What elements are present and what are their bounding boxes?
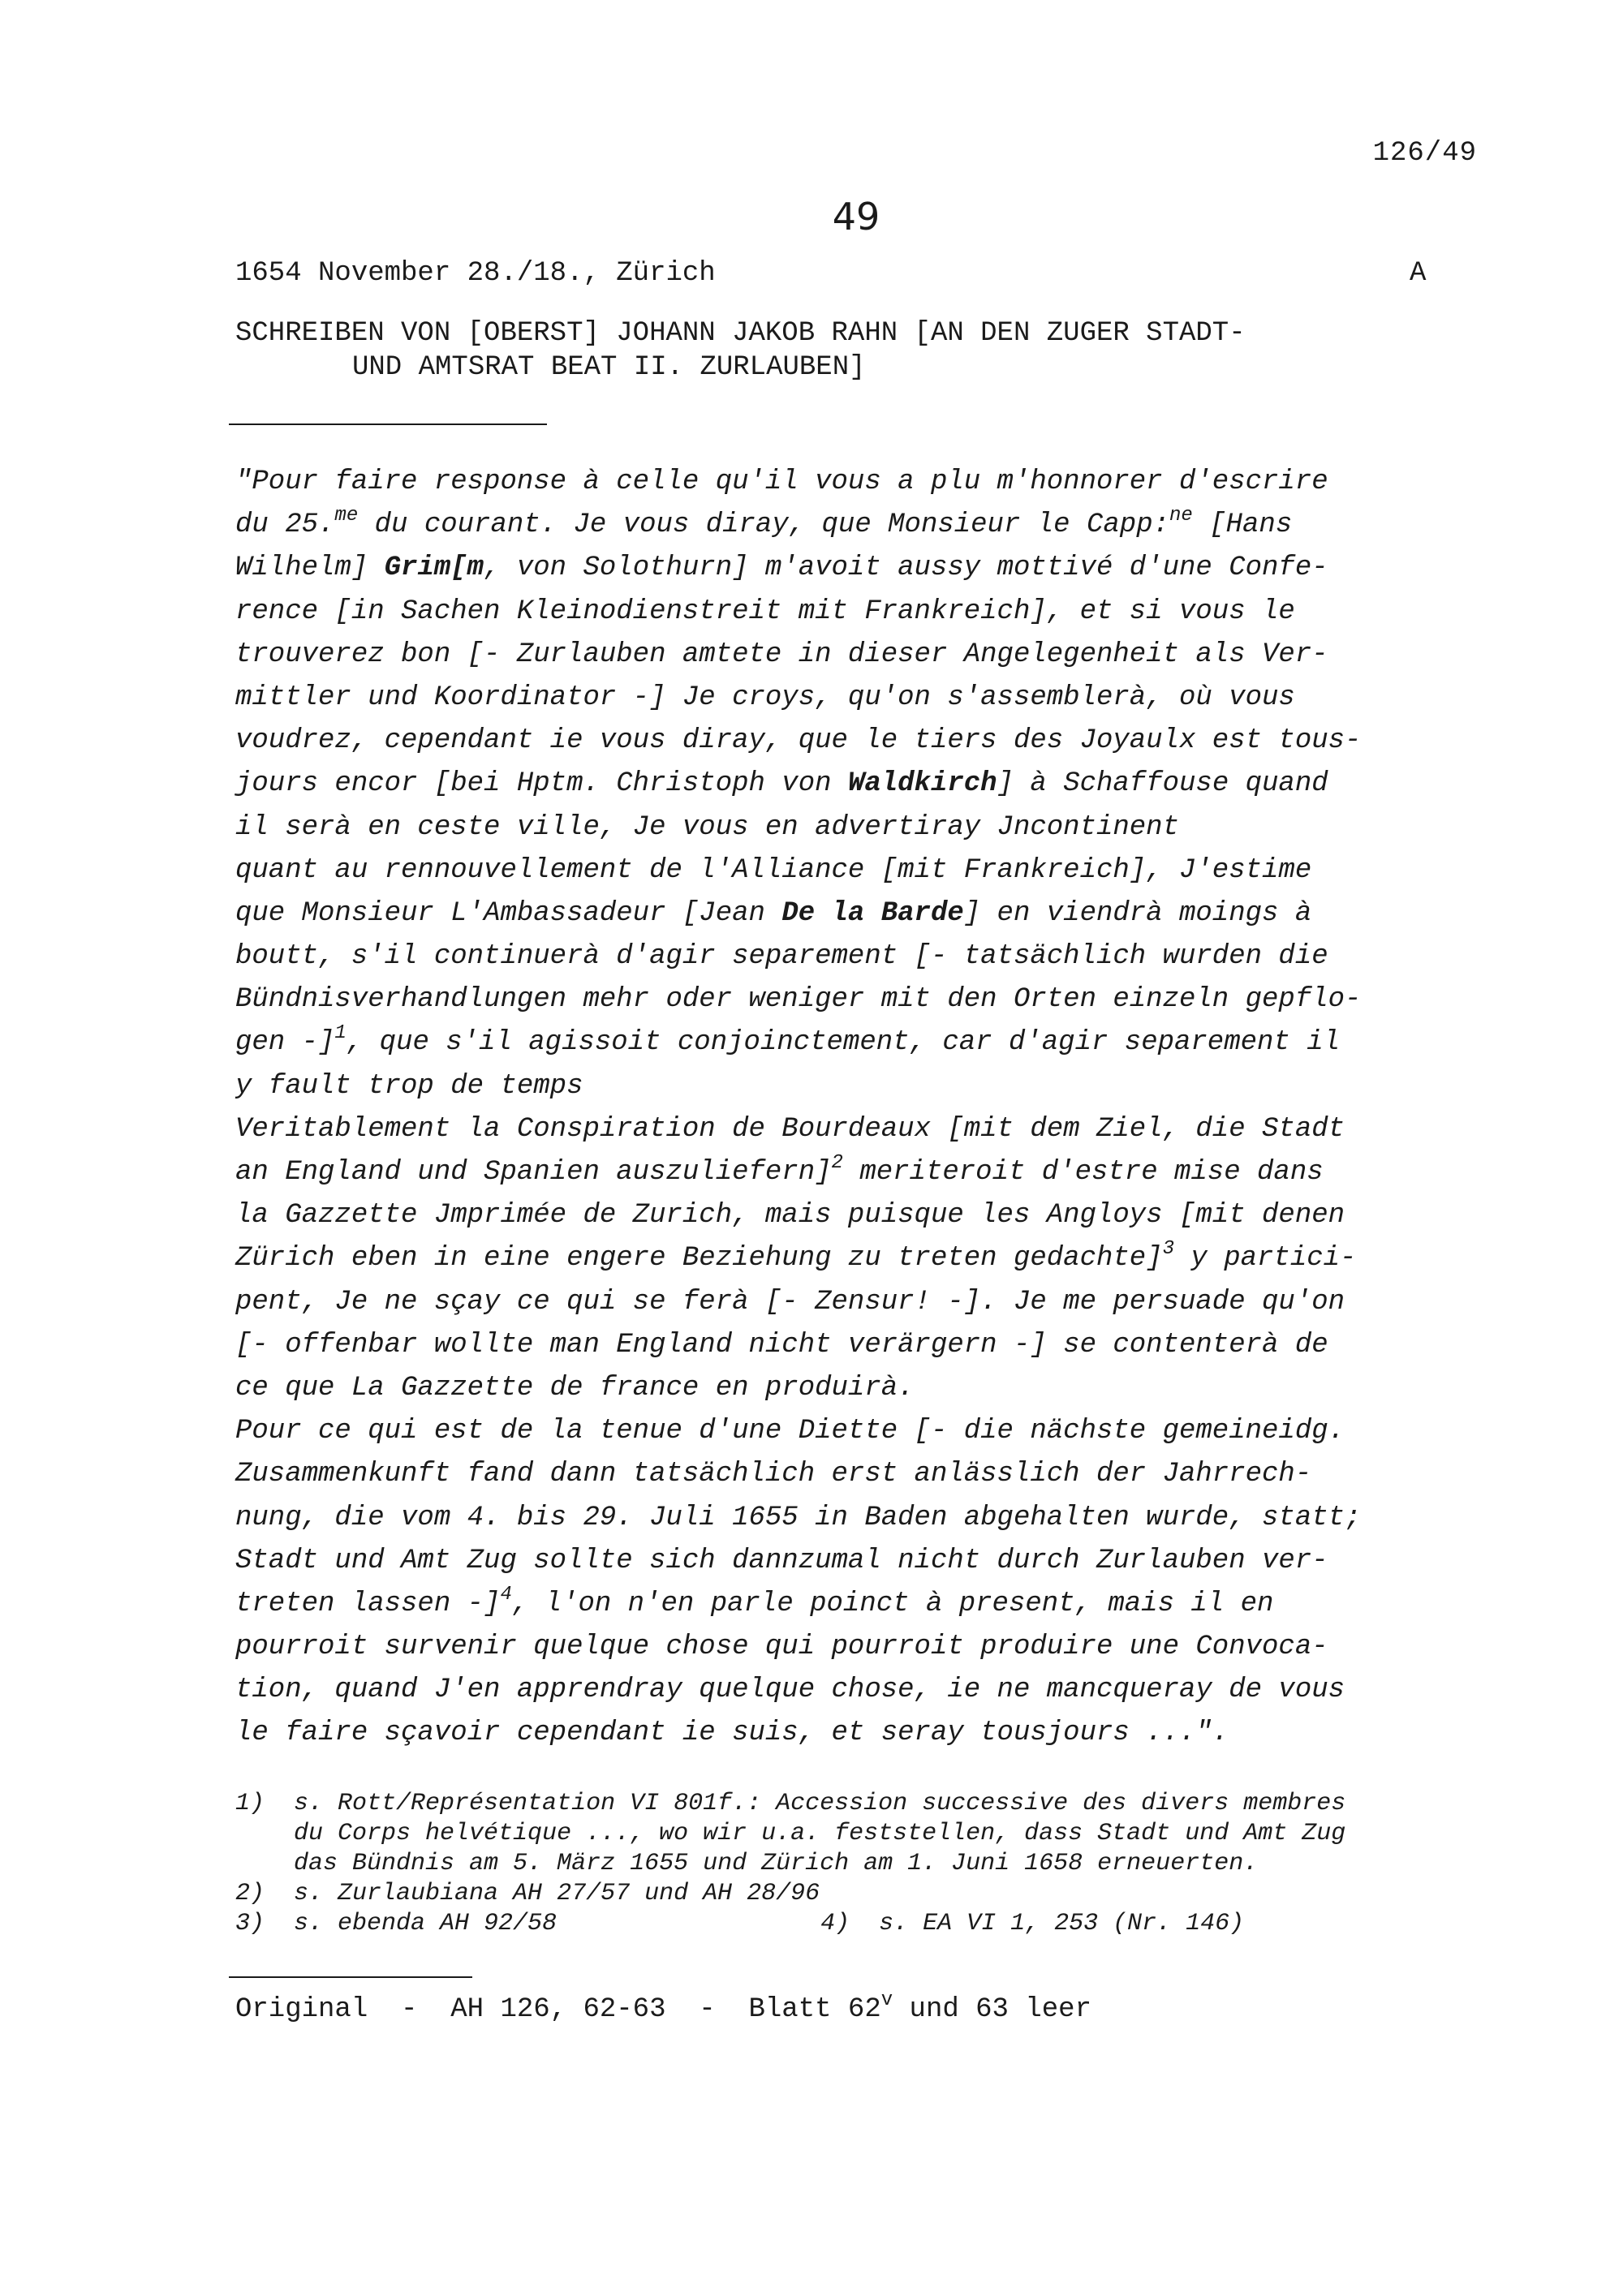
footnote-4: 4) s. EA VI 1, 253 (Nr. 146)	[820, 1910, 1245, 1937]
footnote-1-continued: du Corps helvétique ..., wo wir u.a. feststellen, dass Stadt und Amt Zug	[235, 1820, 1346, 1847]
footnote-2: 2) s. Zurlaubiana AH 27/57 und AH 28/96	[235, 1880, 820, 1907]
footnote-3-and-4	[235, 1909, 1345, 1939]
body-line: pourroit survenir quelque chose qui pourroit produire une Convoca-	[235, 1632, 1328, 1663]
body-line: Bündnisverhandlungen mehr oder weniger mit den Orten einzeln gepflo-	[235, 984, 1362, 1016]
body-line: la Gazzette Jmprimée de Zurich, mais puisque les Angloys [mit denen	[235, 1200, 1345, 1232]
body-line: il serà en ceste ville, Je vous en advertiray Jncontinent	[235, 811, 1179, 843]
footnote-ref-2: 2	[831, 1152, 843, 1174]
source-citation: Original - AH 126, 62-63 - Blatt 62$^v$ und 63 leer	[235, 1989, 1091, 2025]
body-line: Pour ce qui est de la tenue d'une Diette [- die nächste gemeineidg.	[235, 1416, 1345, 1447]
body-line: jours encor [bei Hptm. Christoph von Waldkirch] à Schaffouse quand	[235, 768, 1328, 800]
archive-reference: 126/49	[1372, 138, 1477, 169]
footnotes	[235, 1789, 1345, 1939]
body-line: treten lassen -]$^4$, l'on n'en parle poinct à present, mais il en	[235, 1583, 1274, 1619]
footnote-3: 3) s. ebenda AH 92/58	[235, 1910, 558, 1937]
body-line: du 25.$^{me}$ du courant. Je vous diray, que Monsieur le Capp:$^{ne}$ [Hans	[235, 505, 1293, 541]
body-line: "Pour faire response à celle qu'il vous a plu m'honnorer d'escrire	[235, 467, 1328, 497]
body-line: trouverez bon [- Zurlauben amtete in dieser Angelegenheit als Ver-	[235, 638, 1328, 670]
body-line: an England und Spanien auszuliefern]$^2$ meriteroit d'estre mise dans	[235, 1152, 1324, 1188]
body-line: y fault trop de temps	[235, 1070, 583, 1102]
footnote-1: 1) s. Rott/Représentation VI 801f.: Accession successive des divers membres	[235, 1790, 1346, 1817]
document-title-line-1: SCHREIBEN VON [OBERST] JOHANN JAKOB RAHN [AN DEN ZUGER STADT-	[235, 318, 1246, 349]
body-line: que Monsieur L'Ambassadeur [Jean De la Barde] en viendrà moings à	[235, 897, 1312, 929]
letter-transcription	[235, 461, 1361, 1756]
person-name-de-la-barde: De la Barde	[781, 897, 964, 929]
body-line: nung, die vom 4. bis 29. Juli 1655 in Baden abgehalten wurde, statt;	[235, 1502, 1362, 1533]
document-number: 49	[832, 195, 880, 239]
body-line: [- offenbar wollte man England nicht verärgern -] se contenterà de	[235, 1329, 1328, 1361]
body-line: mittler und Koordinator -] Je croys, qu'on s'assemblerà, où vous	[235, 681, 1295, 713]
dateline: 1654 November 28./18., Zürich	[235, 258, 716, 289]
body-line: gen -]$^1$, que s'il agissoit conjoinctement, car d'agir separement il	[235, 1022, 1341, 1059]
document-marker: A	[1410, 258, 1427, 289]
title-separator-rule	[229, 424, 547, 425]
person-name-waldkirch: Waldkirch	[847, 768, 997, 800]
body-line: pent, Je ne sçay ce qui se ferà [- Zensur! -]. Je me persuade qu'on	[235, 1286, 1345, 1318]
document-title-line-2: UND AMTSRAT BEAT II. ZURLAUBEN]	[352, 352, 866, 383]
person-name-grimm: Grim[m	[384, 553, 484, 584]
footnote-ref-4: 4	[500, 1583, 512, 1606]
body-line: Veritablement la Conspiration de Bourdeaux [mit dem Ziel, die Stadt	[235, 1113, 1345, 1145]
body-line: rence [in Sachen Kleinodienstreit mit Frankreich], et si vous le	[235, 595, 1295, 627]
footnote-ref-3: 3	[1162, 1238, 1174, 1261]
footnote-1-continued: das Bündnis am 5. März 1655 und Zürich am 1. Juni 1658 erneuerten.	[235, 1850, 1259, 1877]
body-line: boutt, s'il continuerà d'agir separement [- tatsächlich wurden die	[235, 941, 1328, 973]
body-line: Zürich eben in eine engere Beziehung zu treten gedachte]$^3$ y partici-	[235, 1238, 1357, 1275]
footnote-separator-rule	[229, 1976, 472, 1978]
body-line: ce que La Gazzette de france en produirà.	[235, 1372, 915, 1404]
body-line: le faire sçavoir cependant ie suis, et seray tousjours ...".	[235, 1718, 1229, 1749]
footnote-ref-1: 1	[334, 1022, 347, 1045]
body-line: Wilhelm] Grim[m, von Solothurn] m'avoit aussy mottivé d'une Confe-	[235, 553, 1328, 584]
body-line: quant au rennouvellement de l'Alliance [mit Frankreich], J'estime	[235, 854, 1312, 886]
body-line: Zusammenkunft fand dann tatsächlich erst anlässlich der Jahrrech-	[235, 1459, 1312, 1490]
body-line: tion, quand J'en apprendray quelque chose, ie ne mancqueray de vous	[235, 1675, 1345, 1706]
body-line: voudrez, cependant ie vous diray, que le tiers des Joyaulx est tous-	[235, 725, 1362, 757]
body-line: Stadt und Amt Zug sollte sich dannzumal nicht durch Zurlauben ver-	[235, 1545, 1328, 1576]
